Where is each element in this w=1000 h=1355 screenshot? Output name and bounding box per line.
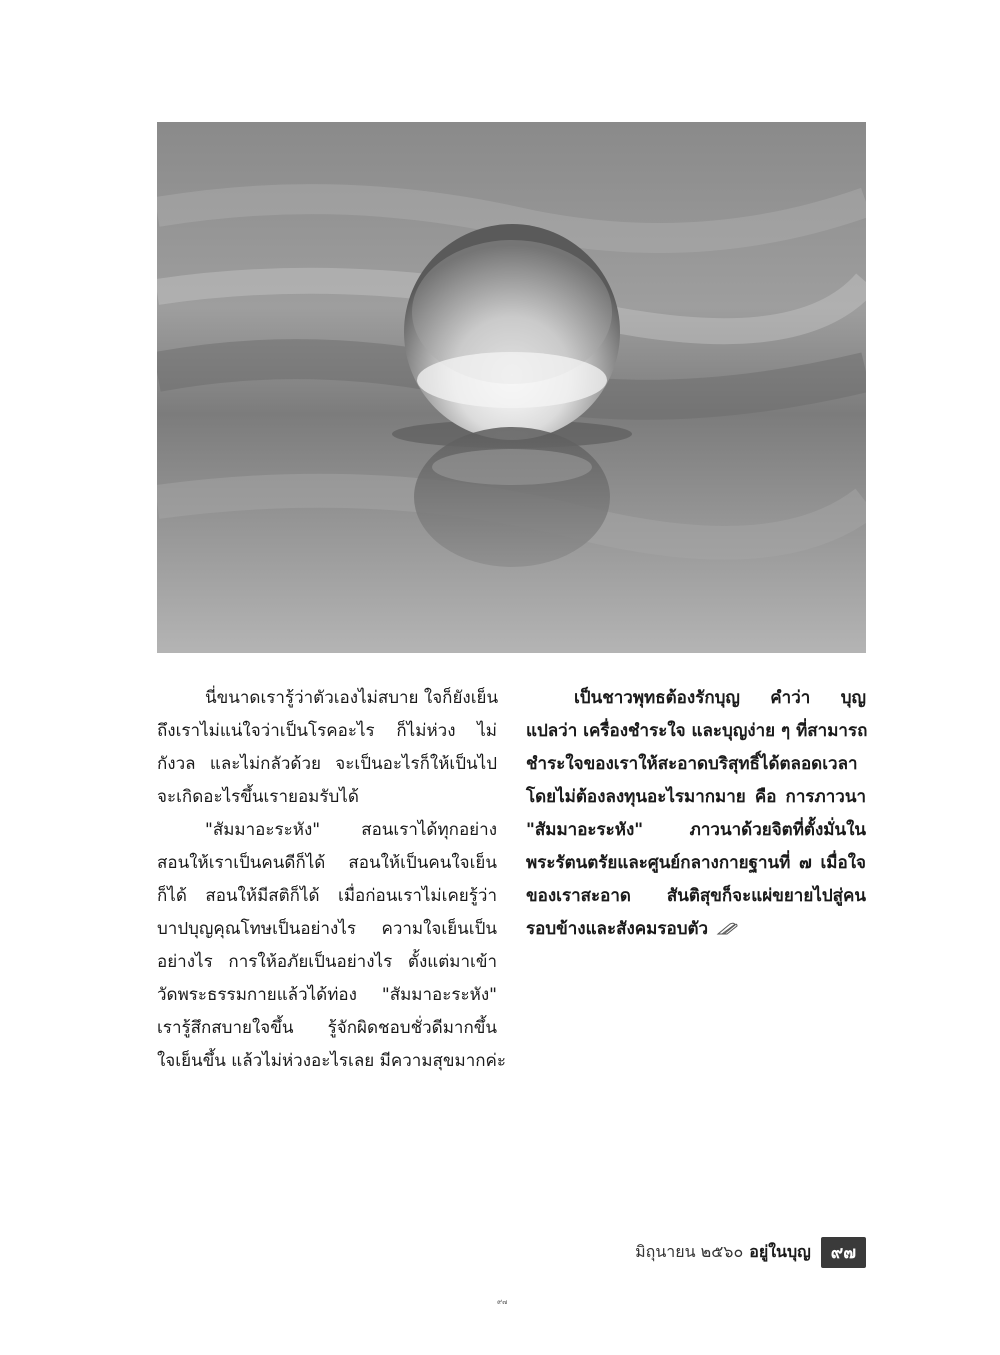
text-line: เรารู้สึกสบายใจขึ้น รู้จักผิดชอบชั่วดีมากขึ้น bbox=[157, 1018, 497, 1038]
issue-date: มิถุนายน ๒๕๖๐ bbox=[635, 1241, 744, 1261]
page-footer bbox=[635, 1238, 866, 1266]
print-mark: ๙๗ bbox=[497, 1298, 508, 1306]
left-paragraph-2 bbox=[157, 814, 507, 1078]
magazine-title: อยู่ในบุญ bbox=[749, 1241, 811, 1261]
right-article-column bbox=[526, 682, 866, 946]
text-line: ของเราสะอาด สันติสุขก็จะแผ่ขยายไปสู่คน bbox=[526, 886, 866, 906]
text-line: จะเกิดอะไรขึ้นเรายอมรับได้ bbox=[157, 787, 359, 807]
text-line: โดยไม่ต้องลงทุนอะไรมากมาย คือ การภาวนา bbox=[526, 787, 866, 807]
text-line: ก็ได้ สอนให้มีสติก็ได้ เมื่อก่อนเราไม่เคยรู้ว่า bbox=[157, 886, 497, 906]
text-line: ชำระใจของเราให้สะอาดบริสุทธิ์ได้ตลอดเวลา bbox=[526, 754, 858, 774]
end-mark-icon bbox=[716, 922, 738, 936]
text-line: พระรัตนตรัยและศูนย์กลางกายฐานที่ ๗ เมื่อใจ bbox=[526, 853, 866, 873]
text-line: แปลว่า เครื่องชำระใจ และบุญง่าย ๆ ที่สามารถ bbox=[526, 721, 868, 741]
text-line: เป็นชาวพุทธต้องรักบุญ คำว่า บุญ bbox=[574, 688, 866, 708]
text-line: กังวล และไม่กลัวด้วย จะเป็นอะไรก็ให้เป็นไป bbox=[157, 754, 497, 774]
page-number-badge: ๙๗ bbox=[821, 1237, 866, 1268]
left-article-column bbox=[157, 682, 507, 1078]
right-paragraph-1 bbox=[526, 682, 866, 946]
crystal-ball-photo bbox=[157, 122, 866, 653]
text-line: ใจเย็นขึ้น แล้วไม่ห่วงอะไรเลย มีความสุขมากค่ะ bbox=[157, 1051, 507, 1071]
text-line-content: รอบข้างและสังคมรอบตัว bbox=[526, 919, 709, 939]
text-line: วัดพระธรรมกายแล้วได้ท่อง "สัมมาอะระหัง" bbox=[157, 985, 497, 1005]
left-paragraph-1 bbox=[157, 682, 497, 814]
text-line: ถึงเราไม่แน่ใจว่าเป็นโรคอะไร ก็ไม่ห่วง ไม่ bbox=[157, 721, 497, 741]
text-line: นี่ขนาดเรารู้ว่าตัวเองไม่สบาย ใจก็ยังเย็น bbox=[205, 688, 499, 708]
text-line: สอนให้เราเป็นคนดีก็ได้ สอนให้เป็นคนใจเย็น bbox=[157, 853, 497, 873]
text-line: "สัมมาอะระหัง" ภาวนาด้วยจิตที่ตั้งมั่นใน bbox=[526, 820, 866, 840]
text-line: บาปบุญคุณโทษเป็นอย่างไร ความใจเย็นเป็น bbox=[157, 919, 497, 939]
text-line bbox=[526, 913, 866, 946]
text-line: "สัมมาอะระหัง" สอนเราได้ทุกอย่าง bbox=[205, 820, 497, 840]
text-line: อย่างไร การให้อภัยเป็นอย่างไร ตั้งแต่มาเข้า bbox=[157, 952, 497, 972]
